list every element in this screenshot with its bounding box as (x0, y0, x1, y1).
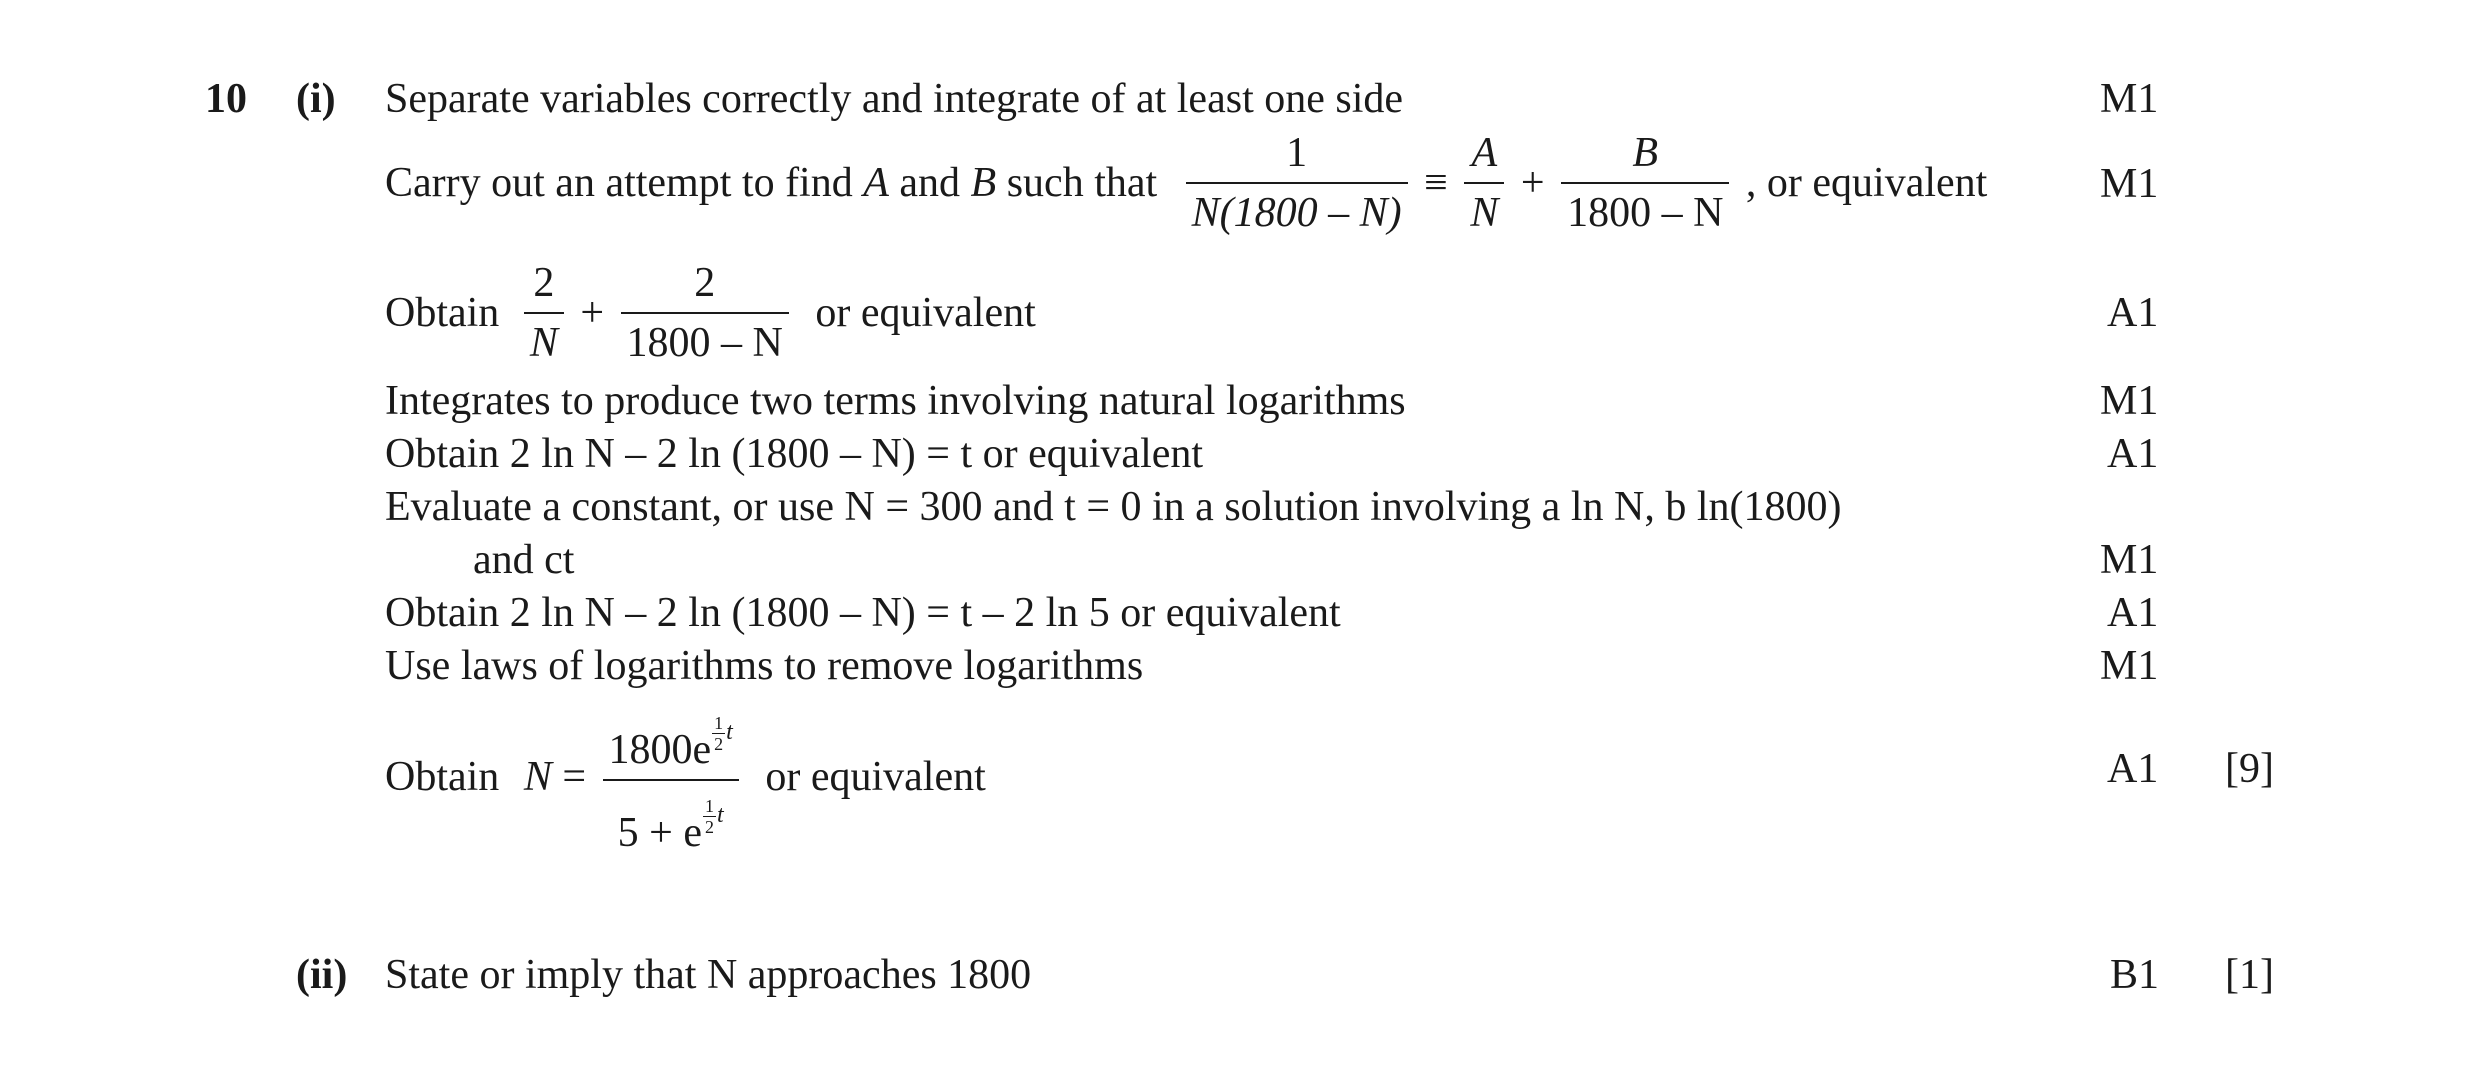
fraction-b-over-1800: $\frac{B}{1800 - N}$ (1561, 132, 1729, 234)
line-evaluate-constant: Evaluate a constant, or use N = 300 and t = 0 in a solution involving a ln N, b ln(1800) (385, 484, 1842, 530)
fraction-one-over-n: $\frac{1}{N(1800 - N)}$ (1186, 132, 1408, 234)
mark-line-8: M1 (2100, 643, 2159, 689)
fraction-two-over-1800: $\frac{2}{1800 - N}$ (621, 262, 789, 364)
mark-line-4: M1 (2100, 378, 2159, 424)
mark-line-7: A1 (2107, 590, 2159, 636)
line-n-approaches: State or imply that N approaches 1800 (385, 952, 1032, 998)
line-obtain-final: Obtain N = 1800e $\frac{1}{2}$ t 5 + e $\frac{1}{2}$ t or equivalent (385, 700, 986, 854)
line-obtain-with-constant: Obtain 2 ln N – 2 ln (1800 – N) = t – 2 ln 5 or equivalent (385, 590, 1341, 636)
mark-line-9: A1 (2107, 746, 2159, 792)
fraction-final-answer: 1800e $\frac{1}{2}$ t 5 + e $\frac{1}{2}$ t (603, 700, 739, 854)
mark-line-5: A1 (2107, 431, 2159, 477)
line-laws-of-logarithms: Use laws of logarithms to remove logarithms (385, 643, 1144, 689)
fraction-a-over-n: $\frac{A}{N}$ (1464, 132, 1504, 234)
part-label-ii: (ii) (296, 952, 348, 998)
mark-line-10: B1 (2110, 952, 2160, 998)
part-i-total: [9] (2225, 746, 2274, 792)
line-obtain-log-equation: Obtain 2 ln N – 2 ln (1800 – N) = t or equivalent (385, 431, 1204, 477)
line-integrates: Integrates to produce two terms involving natural logarithms (385, 378, 1406, 424)
part-label-i: (i) (296, 76, 336, 122)
fraction-two-over-n: $\frac{2}{N}$ (524, 262, 564, 364)
line-obtain-fractions: Obtain $\frac{2}{N}$ + $\frac{2}{1800 - N}$ or equivalent (385, 260, 1036, 366)
mark-line-6: M1 (2100, 537, 2159, 583)
mark-line-2: M1 (2100, 161, 2159, 207)
line-evaluate-constant-cont: and ct (473, 537, 575, 583)
mark-line-1: M1 (2100, 76, 2159, 122)
question-number: 10 (205, 76, 247, 122)
part-ii-total: [1] (2225, 952, 2274, 998)
line-separate-variables: Separate variables correctly and integrate of at least one side (385, 76, 1404, 122)
line-partial-fractions: Carry out an attempt to find A and B such that $\frac{1}{N(1800 - N)}$ ≡ $\frac{A}{N}$ + $\frac{B}{1800 - N}$ , or equivalent (385, 130, 1988, 236)
mark-line-3: A1 (2107, 290, 2159, 336)
